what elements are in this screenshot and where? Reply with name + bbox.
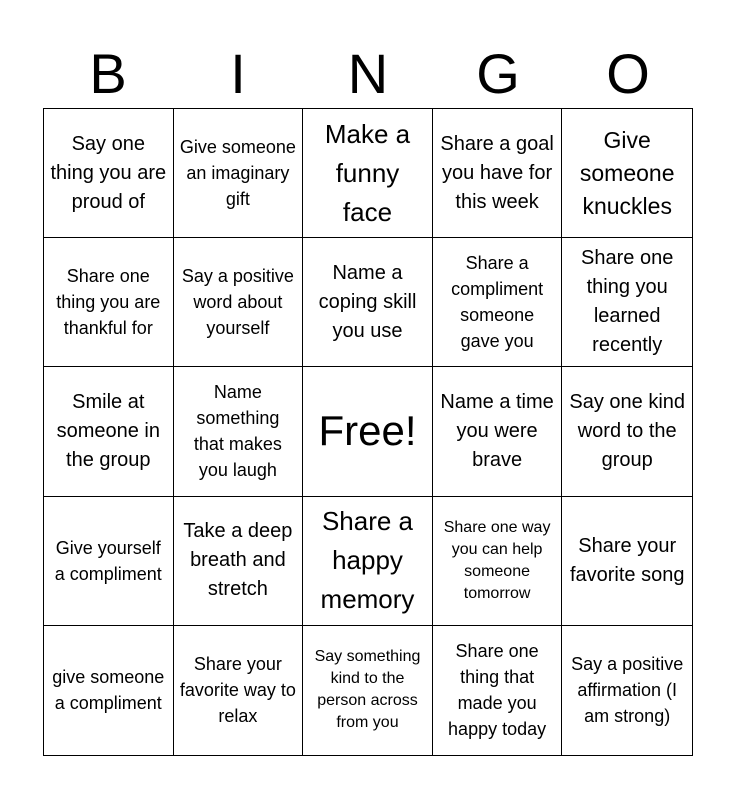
cell-text: Share one thing that made you happy today [448,641,547,740]
bingo-header [43,40,693,108]
cell-text: Name a coping skill you use [318,261,417,342]
cell-text: Name a time you were brave [440,390,554,471]
cell-text: Say one kind word to the group [569,390,686,471]
cell-text: Name something that makes you laugh [193,382,282,481]
cell-text: Say something kind to the person across from you [314,648,421,732]
cell-text: Share your favorite song [569,534,685,586]
bingo-cell-r5c1[interactable] [44,626,174,755]
cell-text: Share your favorite way to relax [179,654,296,727]
bingo-cell-r4c4[interactable] [433,497,563,626]
bingo-cell-free[interactable] [303,367,433,496]
header-letter-b: B [89,42,127,105]
bingo-cell-r3c2[interactable] [174,367,304,496]
cell-text: Give someone an imaginary gift [179,137,296,210]
bingo-cell-r5c4[interactable] [433,626,563,755]
cell-text: Share one thing you learned recently [581,247,674,357]
bingo-cell-r3c1[interactable] [44,367,174,496]
bingo-cell-r5c5[interactable] [562,626,692,755]
bingo-cell-r2c2[interactable] [174,238,304,367]
cell-text: Share one way you can help someone tomorrow [443,518,551,602]
bingo-cell-r2c5[interactable] [562,238,692,367]
header-letter-o: O [606,42,650,105]
bingo-cell-r1c4[interactable] [433,109,563,238]
bingo-cell-r4c3[interactable] [303,497,433,626]
header-letter-n: N [347,42,389,105]
cell-text: Say one thing you are proud of [50,132,167,213]
cell-text: Share a goal you have for this week [440,132,554,213]
bingo-cell-r2c3[interactable] [303,238,433,367]
bingo-cell-r5c2[interactable] [174,626,304,755]
cell-text: Make a funny face [324,118,411,227]
cell-text: Give someone knuckles [579,126,675,219]
cell-text: Say a positive affirmation (I am strong) [571,654,684,727]
bingo-cell-r5c3[interactable] [303,626,433,755]
bingo-cell-r1c1[interactable] [44,109,174,238]
bingo-cell-r1c2[interactable] [174,109,304,238]
bingo-cell-r3c5[interactable] [562,367,692,496]
cell-text: Share a happy memory [320,506,415,615]
cell-text: Share one thing you are thankful for [56,266,161,339]
bingo-cell-r4c5[interactable] [562,497,692,626]
bingo-cell-r2c4[interactable] [433,238,563,367]
bingo-cell-r1c5[interactable] [562,109,692,238]
cell-text: Give yourself a compliment [54,537,162,584]
cell-text: give someone a compliment [52,667,165,714]
bingo-cell-r3c4[interactable] [433,367,563,496]
bingo-cell-r4c2[interactable] [174,497,304,626]
bingo-cell-r1c3[interactable] [303,109,433,238]
bingo-cell-r4c1[interactable] [44,497,174,626]
bingo-board [43,108,693,756]
header-letter-g: G [476,42,520,105]
cell-text: Say a positive word about yourself [181,266,294,339]
free-space-text: Free! [318,407,417,455]
cell-text: Smile at someone in the group [56,390,160,471]
cell-text: Take a deep breath and stretch [183,520,293,601]
header-letter-i: I [230,42,246,105]
bingo-cell-r2c1[interactable] [44,238,174,367]
cell-text: Share a compliment someone gave you [451,253,544,352]
